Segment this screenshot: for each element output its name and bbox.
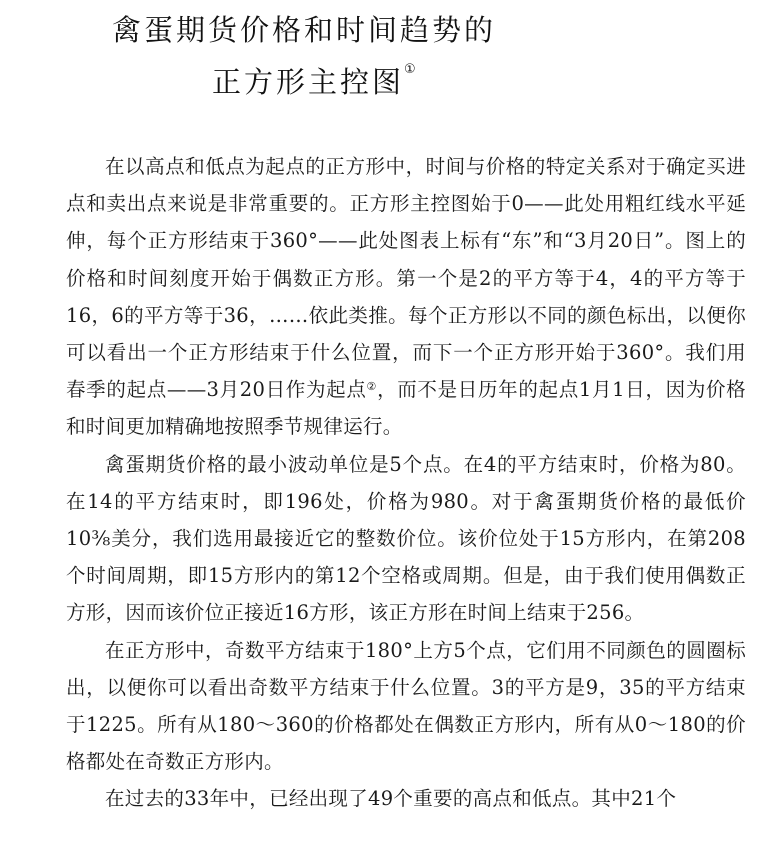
paragraph-3: 在正方形中，奇数平方结束于180°上方5个点，它们用不同颜色的圆圈标出，以便你可以看出奇数平方结束于什么位置。3的平方是9，35的平方结束于1225。所有从180～360的价格都处在偶数正方形内，所有从0～180的价格都处在奇数正方形内。	[66, 638, 746, 774]
title-line-2	[212, 60, 416, 101]
title-footnote-mark: ①	[404, 62, 416, 77]
footnote-mark-2: ②	[366, 380, 378, 394]
paragraph-1-after: ，而不是日历年的起点1月1日，因为价格和时间更加精确地按照季节规律运行。	[66, 378, 746, 439]
paragraph-1	[66, 148, 746, 446]
paragraph-4: 在过去的33年中，已经出现了49个重要的高点和低点。其中21个	[105, 787, 677, 811]
title-line-1-text: 禽蛋期货价格和时间趋势的	[112, 13, 497, 47]
title-line-1	[112, 8, 496, 49]
paragraph-2: 禽蛋期货价格的最小波动单位是5个点。在4的平方结束时，价格为80。在14的平方结束时，即196处，价格为980。对于禽蛋期货价格的最低价10⅜美分，我们选用最接近它的整数价位。该价位处于15方形内，在第208个时间周期，即15方形内的第12个空格或周期。但是，由于我们使用偶数正方形，因而该价位正接近16方形，该正方形在时间上结束于256。	[66, 452, 746, 625]
body-text	[66, 148, 746, 818]
title-line-2-text: 正方形主控图	[212, 65, 405, 99]
paragraph-1-before: 在以高点和低点为起点的正方形中，时间与价格的特定关系对于确定买进点和卖出点来说是非常重要的。正方形主控图始于0——此处用粗红线水平延伸，每个正方形结束于360°——此处图表上标有“东”和“3月20日”。图上的价格和时间刻度开始于偶数正方形。第一个是2的平方等于4，4的平方等于16，6的平方等于36，……依此类推。每个正方形以不同的颜色标出，以便你可以看出一个正方形结束于什么位置，而下一个正方形开始于360°。我们用春季的起点——3月20日作为起点	[66, 155, 746, 402]
